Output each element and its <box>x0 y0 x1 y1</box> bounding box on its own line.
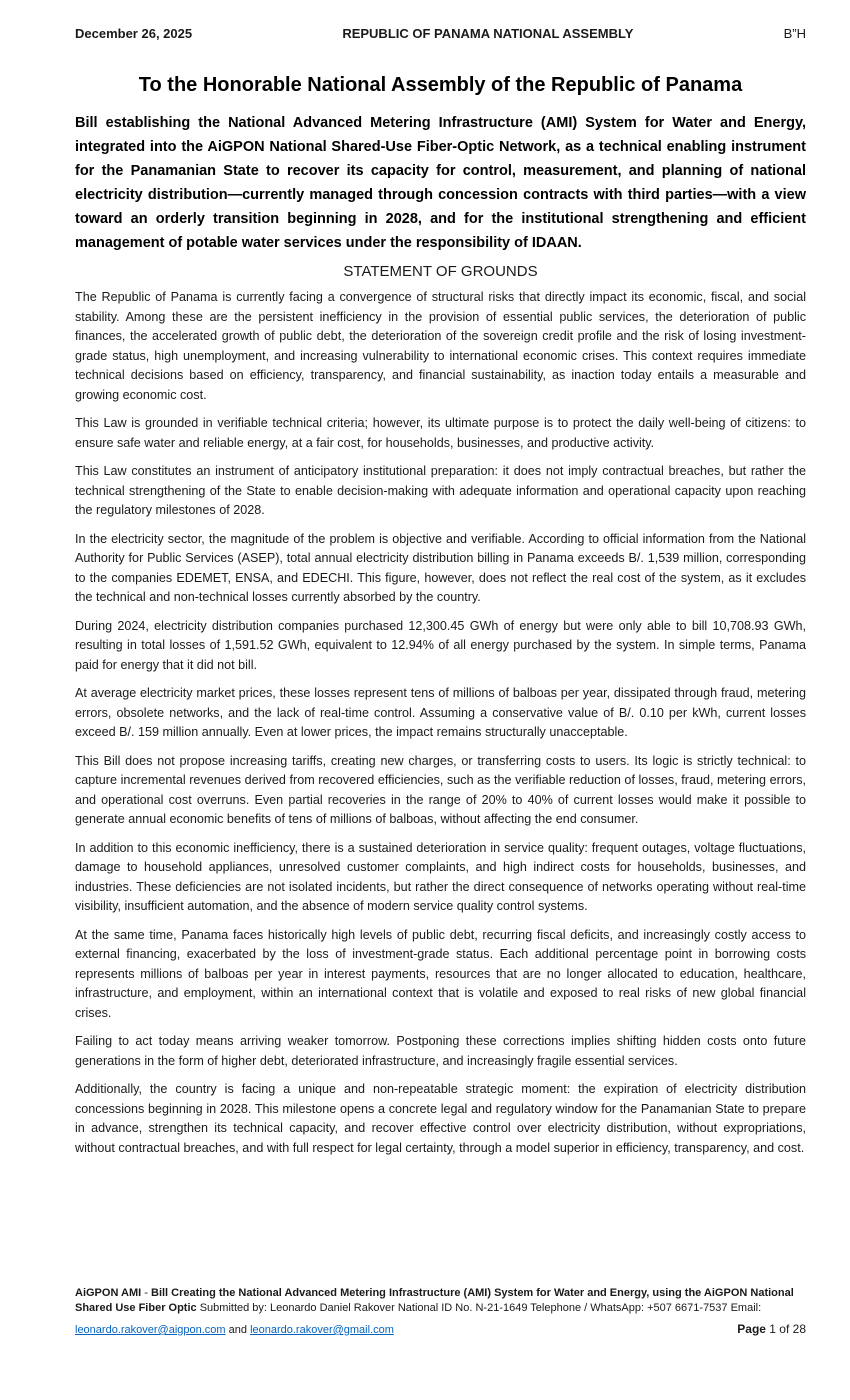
paragraph-3: This Law constitutes an instrument of anticipatory institutional preparation: it does not imply contractual breaches, but rather the technical strengthening of the State to enable decision-making with adequate information and operational capacity upon reaching the regulatory milestones of 2028. <box>75 464 806 517</box>
footer-description <box>75 1286 806 1316</box>
email-link-gmail[interactable]: leonardo.rakover@gmail.com <box>250 1324 394 1336</box>
footer-project-name: AiGPON AMI <box>75 1287 142 1299</box>
paragraph-9: At the same time, Panama faces historically high levels of public debt, recurring fiscal deficits, and increasingly costly access to external financing, exacerbated by the loss of investment-grade status. Each additional percentage point in borrowing costs represents millions of balboas per year in interest payments, resources that are no longer allocated to education, healthcare, infrastructure, and employment, within an international context that is volatile and exposed to real risks of new global financial crises. <box>75 927 806 1020</box>
paragraph-7: This Bill does not propose increasing tariffs, creating new charges, or transferring costs to users. Its logic is strictly technical: to capture incremental revenues derived from recovered efficiencies, such as the verifiable reduction of losses, fraud, metering errors, and operational cost overruns. Even partial recoveries in the range of 20% to 40% of current losses would make it possible to generate annual economic benefits of tens of millions of balboas, without affecting the end consumer. <box>75 753 806 826</box>
footer-dash: - <box>141 1287 151 1299</box>
footer-submitted-by: Submitted by: Leonardo Daniel Rakover National ID No. N-21-1649 Telephone / WhatsApp: +507 6671-7537 Email: <box>196 1302 762 1314</box>
header-bh-mark: B”H <box>783 26 806 41</box>
footer-and-text: and <box>225 1324 251 1336</box>
statement-of-grounds-heading: STATEMENT OF GROUNDS <box>343 263 538 280</box>
footer-bill-description: Bill Creating the National Advanced Metering Infrastructure (AMI) System for Water and Energy, using the AiGPON National Shared Use Fiber Optic <box>75 1287 794 1314</box>
document-body <box>75 288 806 1158</box>
paragraph-6: At average electricity market prices, these losses represent tens of millions of balboas per year, dissipated through fraud, metering errors, obsolete networks, and the lack of real-time control. Assuming a conservative value of B/. 0.10 per kWh, current losses exceed B/. 159 million annually. Even at lower prices, the impact remains structurally unacceptable. <box>75 686 806 739</box>
page-number-label: Page <box>737 1322 766 1336</box>
paragraph-11: Additionally, the country is facing a unique and non-repeatable strategic moment: the expiration of electricity distribution concessions beginning in 2028. This milestone opens a concrete legal and regulatory window for the Panamanian State to prepare in advance, strengthen its technical capacity, and recover effective control over electricity distribution, without expropriations, without contractual breaches, and with full respect for legal certainty, through a model superior in efficiency, transparency, and cost. <box>75 1082 806 1155</box>
page-header <box>75 26 806 42</box>
header-assembly-title: REPUBLIC OF PANAMA NATIONAL ASSEMBLY <box>342 26 634 41</box>
page-footer <box>75 1286 806 1338</box>
bill-summary-paragraph: Bill establishing the National Advanced Metering Infrastructure (AMI) System for Water and Energy, integrated into the AiGPON National Shared-Use Fiber-Optic Network, as a technical enabling instrument for the Panamanian State to recover its capacity for control, measurement, and planning of national electricity distribution—currently managed through concession contracts with third parties—with a view toward an orderly transition beginning in 2028, and for the institutional strengthening and efficient management of potable water services under the responsibility of IDAAN. <box>75 115 806 251</box>
paragraph-1: The Republic of Panama is currently facing a convergence of structural risks that directly impact its economic, fiscal, and social stability. Among these are the persistent inefficiency in the provision of essential public services, the deterioration of public finances, the accelerated growth of public debt, the deterioration of the sovereign credit profile and the risk of losing investment-grade status, high unemployment, and increasing vulnerability to international economic crises. This context requires immediate technical decisions based on efficiency, transparency, and financial sustainability, as inaction today entails a measurable and growing economic cost. <box>75 290 806 402</box>
page-number <box>737 1322 806 1337</box>
header-date: December 26, 2025 <box>75 26 193 41</box>
paragraph-4: In the electricity sector, the magnitude of the problem is objective and verifiable. According to official information from the National Authority for Public Services (ASEP), total annual electricity distribution billing in Panama exceeds B/. 1,539 million, corresponding to the companies EDEMET, ENSA, and EDECHI. This figure, however, does not reflect the real cost of the system, as it excludes the technical and non-technical losses currently absorbed by the country. <box>75 531 806 604</box>
paragraph-10: Failing to act today means arriving weaker tomorrow. Postponing these corrections implies shifting hidden costs onto future generations in the form of higher debt, deteriorated infrastructure, and increasingly fragile essential services. <box>75 1034 806 1068</box>
paragraph-2: This Law is grounded in verifiable technical criteria; however, its ultimate purpose is to protect the daily well-being of citizens: to ensure safe water and reliable energy, at a fair cost, for households, businesses, and productive activity. <box>75 416 806 450</box>
email-link-aigpon[interactable]: leonardo.rakover@aigpon.com <box>75 1324 226 1336</box>
paragraph-5: During 2024, electricity distribution companies purchased 12,300.45 GWh of energy but were only able to bill 10,708.93 GWh, resulting in total losses of 1,591.52 GWh, equivalent to 12.94% of all energy purchased by the system. In simple terms, Panama paid for energy that it did not bill. <box>75 618 806 672</box>
page-number-value: 1 of 28 <box>765 1322 806 1336</box>
footer-contact-row <box>75 1322 806 1338</box>
paragraph-8: In addition to this economic inefficiency, there is a sustained deterioration in service quality: frequent outages, voltage fluctuations, damage to household appliances, unresolved customer complaints, and high indirect costs for households, businesses, and industries. These deficiencies are not isolated incidents, but rather the direct consequence of networks operating without real-time visibility, insufficient automation, and the absence of modern service quality control systems. <box>75 840 806 913</box>
footer-emails <box>75 1323 394 1338</box>
document-title: To the Honorable National Assembly of the Republic of Panama <box>138 74 743 96</box>
